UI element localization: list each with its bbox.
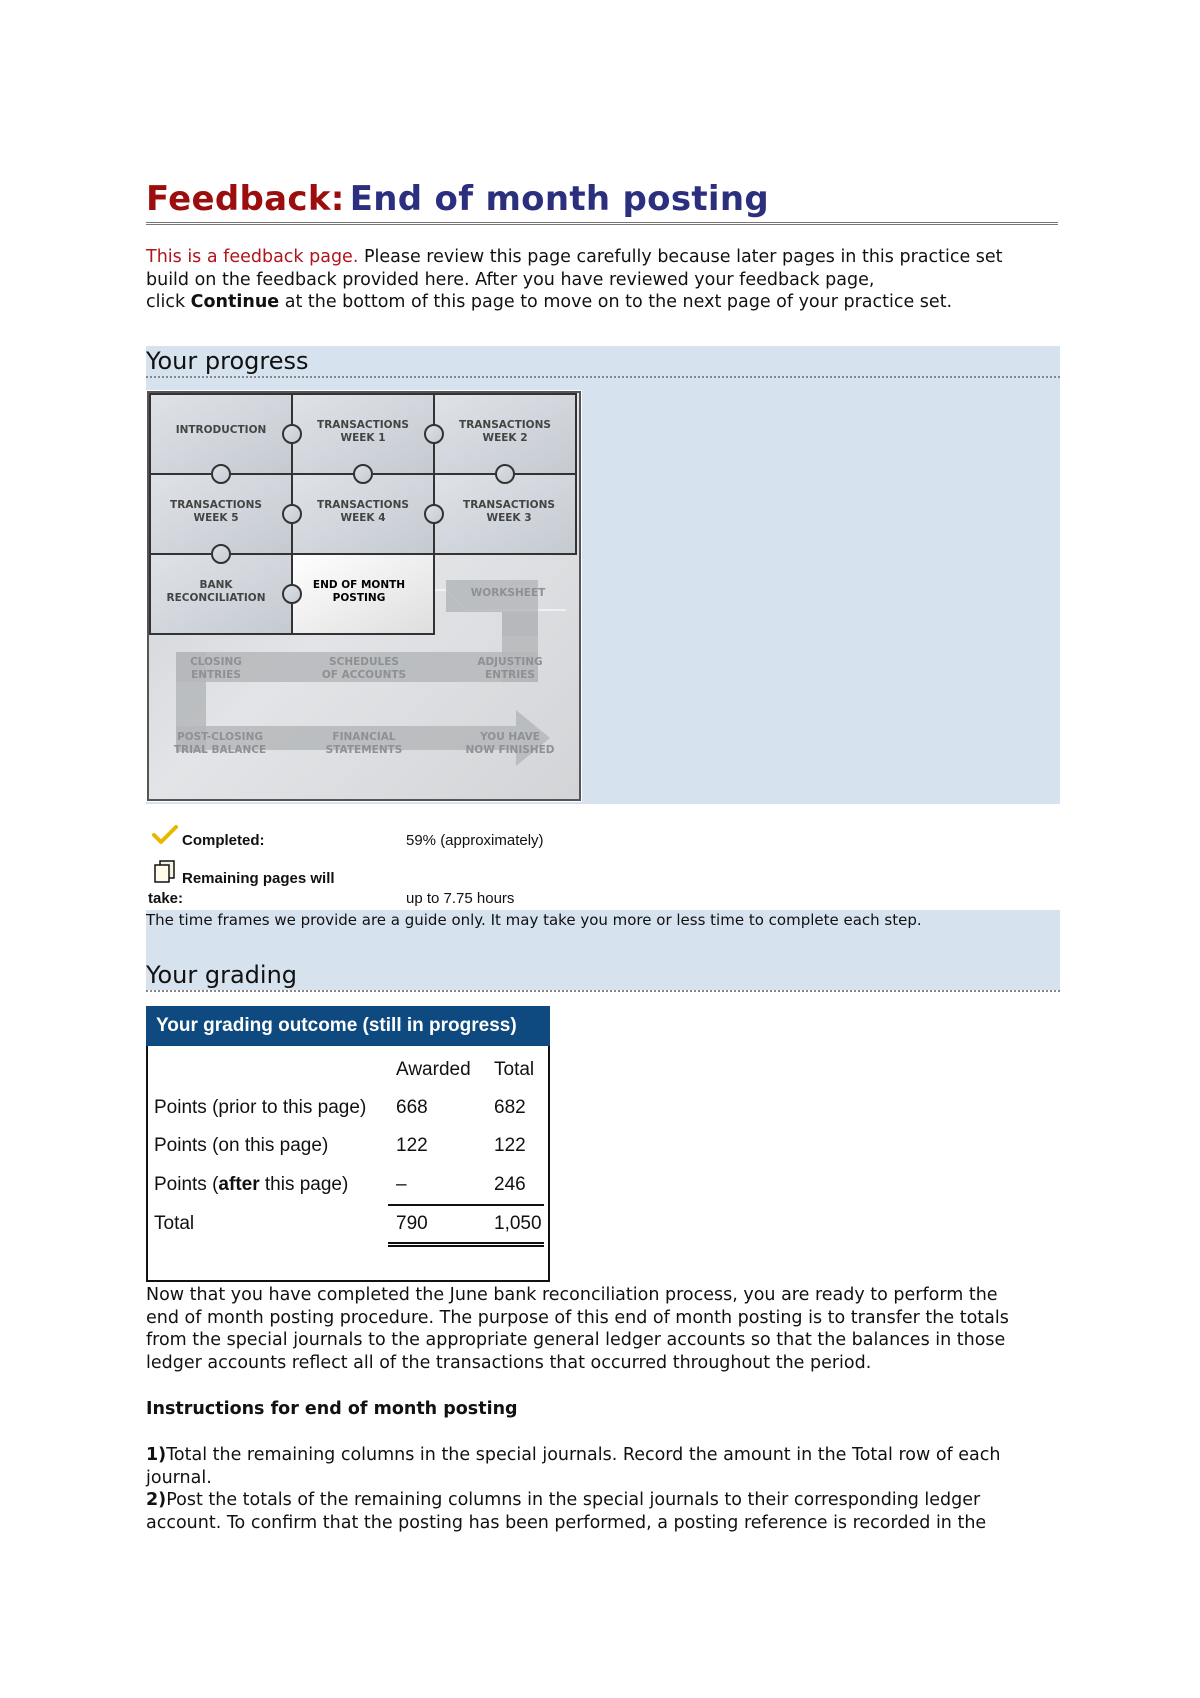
piece-label-1-l1: TRANSACTIONS [317, 419, 409, 431]
piece-label-5-l2: WEEK 3 [486, 512, 532, 524]
intro-paragraph [146, 246, 1066, 314]
piece-label-3-l1: TRANSACTIONS [170, 499, 262, 511]
row-total-on: 122 [494, 1135, 526, 1156]
path-label-5-l1: FINANCIAL [332, 731, 396, 743]
piece-label-5-l1: TRANSACTIONS [463, 499, 555, 511]
row-total-prior: 682 [494, 1097, 526, 1118]
completed-value: 59% (approximately) [406, 832, 544, 849]
path-label-5-l2: STATEMENTS [325, 744, 403, 756]
row-label-after: Points (after this page) [154, 1174, 349, 1195]
row-label-on: Points (on this page) [154, 1135, 329, 1156]
instructions-heading: Instructions for end of month posting [146, 1399, 518, 1419]
row-total-after: 246 [494, 1174, 526, 1195]
piece-label-7-l2: POSTING [332, 592, 386, 604]
intro-line1: Please review this page carefully because later pages in this practice set [358, 247, 1003, 267]
piece-label-1-l2: WEEK 1 [340, 432, 386, 444]
grading-table [146, 1046, 550, 1282]
progress-heading: Your progress [146, 346, 1060, 378]
step1-number: 1) [146, 1445, 167, 1465]
pages-icon [154, 860, 176, 884]
body-line1: Now that you have completed the June bank reconciliation process, you are ready to perform the [146, 1285, 998, 1305]
time-guide-note: The time frames we provide are a guide only. It may take you more or less time to complete each step. [146, 911, 922, 929]
body-paragraph [146, 1284, 1066, 1374]
grading-heading: Your grading [146, 960, 1060, 992]
title-feedback: Feedback: [146, 179, 345, 219]
piece-label-4-l2: WEEK 4 [340, 512, 386, 524]
completed-label: Completed: [182, 832, 265, 849]
piece-label-6-l1: BANK [199, 579, 233, 591]
remaining-label-line1: Remaining pages will [182, 870, 335, 887]
step2-line2: account. To confirm that the posting has been performed, a posting reference is recorded in the [146, 1512, 987, 1533]
total-double-rule [388, 1242, 544, 1247]
path-label-4-l2: TRIAL BALANCE [173, 744, 267, 756]
piece-label-4-l1: TRANSACTIONS [317, 499, 409, 511]
row-label-prior: Points (prior to this page) [154, 1097, 367, 1118]
piece-label-7-l1: END OF MONTH [312, 579, 406, 591]
instruction-step1 [146, 1444, 1066, 1489]
path-label-1-l2: ENTRIES [191, 669, 241, 681]
step2-number: 2) [146, 1490, 167, 1510]
page-title [146, 176, 1058, 225]
row-awarded-on: 122 [396, 1135, 428, 1156]
piece-label-0-l1: INTRODUCTION [175, 424, 267, 436]
row-label-total: Total [154, 1213, 195, 1234]
piece-label-2-l2: WEEK 2 [482, 432, 528, 444]
path-label-2-l1: SCHEDULES [329, 656, 399, 668]
path-label-4-l1: POST-CLOSING [177, 731, 263, 743]
grading-outcome-box [146, 1006, 550, 1282]
piece-label-2-l1: TRANSACTIONS [459, 419, 551, 431]
row-awarded-prior: 668 [396, 1097, 428, 1118]
intro-line3-post: at the bottom of this page to move on to the next page of your practice set. [279, 292, 953, 312]
instruction-step2 [146, 1489, 1066, 1534]
col-header-total: Total [494, 1059, 535, 1080]
piece-label-3-l2: WEEK 5 [193, 512, 239, 524]
step2-line1: Post the totals of the remaining columns in the special journals to their corresponding ledger [166, 1490, 981, 1510]
body-line4: ledger accounts reflect all of the transactions that occurred throughout the period. [146, 1352, 872, 1373]
step1-line2: journal. [146, 1467, 212, 1488]
intro-line2: build on the feedback provided here. After you have reviewed your feedback page, [146, 269, 875, 290]
path-label-2-l2: OF ACCOUNTS [321, 669, 407, 681]
grading-outcome-title: Your grading outcome (still in progress) [146, 1006, 550, 1046]
intro-red-text: This is a feedback page. [146, 247, 359, 267]
body-line2: end of month posting procedure. The purpose of this end of month posting is to transfer the totals [146, 1307, 1009, 1328]
intro-line3-pre: click [146, 292, 191, 312]
row-awarded-after: – [396, 1174, 407, 1195]
path-label-3-l2: ENTRIES [485, 669, 535, 681]
piece-label-6-l2: RECONCILIATION [166, 592, 266, 604]
row-total-total: 1,050 [494, 1213, 542, 1234]
checkmark-icon [152, 824, 178, 846]
progress-puzzle-map [146, 390, 582, 802]
remaining-label-line2: take: [148, 890, 184, 907]
title-topic: End of month posting [349, 179, 770, 219]
continue-reference: Continue [190, 292, 280, 312]
row-awarded-total: 790 [396, 1213, 428, 1234]
body-line3: from the special journals to the appropriate general ledger accounts so that the balances in those [146, 1330, 1006, 1350]
path-label-3-l1: ADJUSTING [477, 656, 543, 668]
step1-line1: Total the remaining columns in the special journals. Record the amount in the Total row of each [166, 1445, 1001, 1465]
path-label-6-l2: NOW FINISHED [465, 744, 555, 756]
total-top-rule [388, 1204, 544, 1206]
path-label-1-l1: CLOSING [190, 656, 242, 668]
path-label-6-l1: YOU HAVE [480, 731, 540, 743]
path-label-0-l1: WORKSHEET [470, 587, 546, 599]
col-header-awarded: Awarded [396, 1059, 471, 1080]
remaining-value: up to 7.75 hours [406, 890, 515, 907]
